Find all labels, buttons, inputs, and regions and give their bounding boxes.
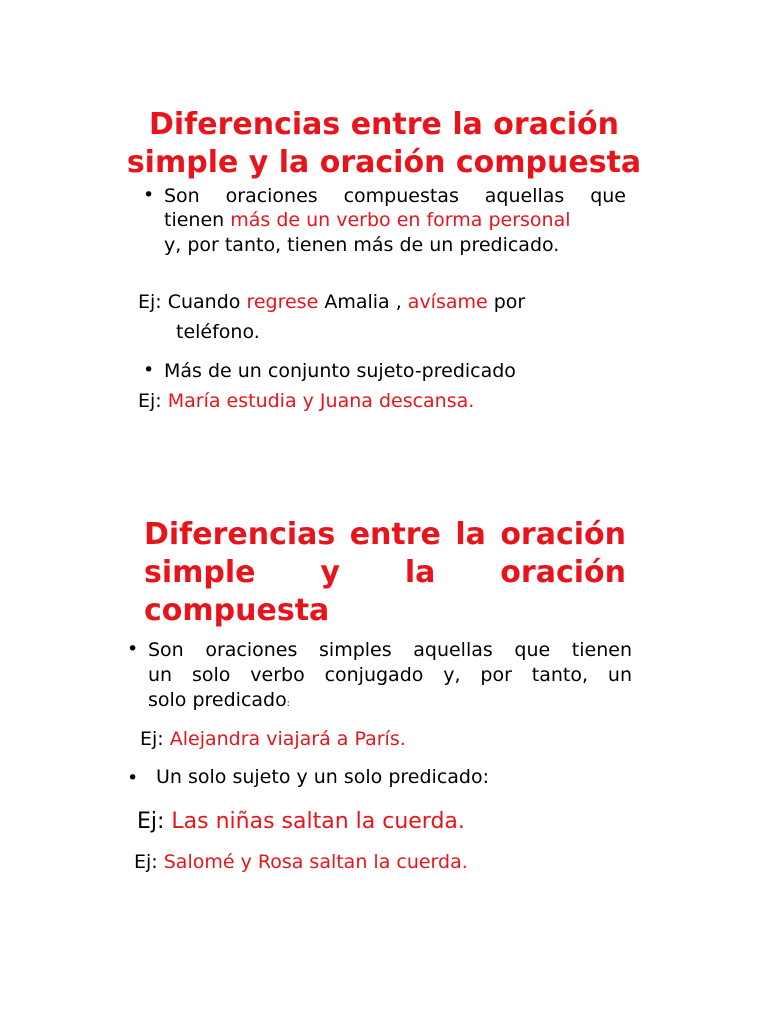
- section2-example1-prefix: Ej:: [140, 728, 170, 750]
- section2-title: [144, 516, 626, 630]
- section1-title: [0, 106, 768, 182]
- section2-example2: [137, 807, 465, 837]
- section2-bullet1-line1: Son oraciones simples aquellas que tienen: [148, 639, 632, 661]
- section1-example2-text: María estudia y Juana descansa.: [167, 390, 475, 412]
- section1-example1-suffix: por: [487, 291, 526, 313]
- section1-example1-verb2: avísame: [407, 291, 488, 313]
- section1-bullet1-line3: y, por tanto, tienen más de un predicado.: [164, 234, 560, 256]
- bullet-icon: •: [143, 184, 155, 206]
- section1-example1-verb1: regrese: [246, 291, 319, 313]
- section2-example1: [140, 725, 406, 753]
- section1-bullet1-line1: Son oraciones compuestas aquellas que: [164, 185, 626, 207]
- section2-example2-prefix: Ej:: [137, 809, 172, 834]
- section1-bullet2: Más de un conjunto sujeto-predicado: [164, 360, 516, 382]
- bullet-icon: •: [127, 767, 139, 789]
- section1-example2-prefix: Ej:: [138, 390, 168, 412]
- section2-bullet1-line2: un solo verbo conjugado y, por tanto, un: [148, 664, 632, 686]
- bullet-icon: •: [127, 638, 139, 660]
- section1-title-line2: simple y la oración compuesta: [126, 145, 642, 180]
- section2-bullet1-line3: [148, 686, 290, 718]
- section2-bullet1-line3-mark: :: [286, 699, 290, 709]
- section1-example1-mid: Amalia ,: [318, 291, 408, 313]
- section2-example1-text: Alejandra viajará a París.: [169, 728, 406, 750]
- section2-bullet2: Un solo sujeto y un solo predicado:: [156, 766, 490, 788]
- section1-example1-line1: [138, 288, 525, 316]
- section1-example2: [138, 387, 474, 415]
- section1-example1-prefix: Ej: Cuando: [138, 291, 247, 313]
- section2-example2-text: Las niñas saltan la cuerda.: [171, 809, 465, 834]
- section1-title-line1: Diferencias entre la oración: [149, 107, 619, 142]
- section1-bullet1-line2: [164, 206, 571, 234]
- section1-example1-line2: teléfono.: [176, 321, 260, 343]
- section2-title-line3: compuesta: [144, 593, 330, 628]
- section2-example3-prefix: Ej:: [134, 851, 164, 873]
- section2-example3-text: Salomé y Rosa saltan la cuerda.: [163, 851, 468, 873]
- bullet-icon: •: [143, 359, 155, 381]
- section1-bullet1-line2-plain: tienen: [164, 209, 231, 231]
- section2-bullet1-line3-text: solo predicado: [148, 689, 287, 711]
- section2-title-line1: Diferencias entre la oración: [144, 517, 626, 552]
- section2-title-line2: simple y la oración: [144, 555, 626, 590]
- section1-bullet1-highlight: más de un verbo en forma personal: [230, 209, 571, 231]
- section2-example3: [134, 848, 468, 876]
